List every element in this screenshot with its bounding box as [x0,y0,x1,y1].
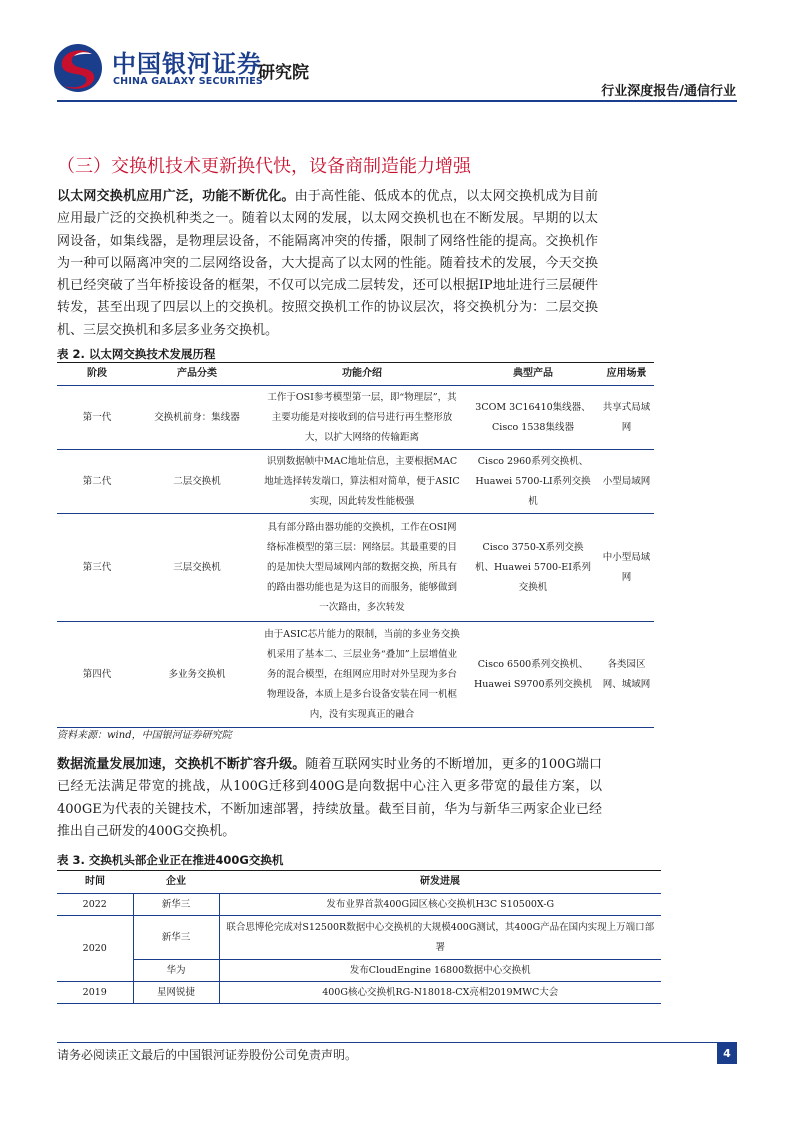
cell-product: Cisco 2960系列交换机、Huawei 5700-LI系列交换机 [475,455,591,507]
switch-400g-table [57,870,661,1004]
brand-name-en: CHINA GALAXY SECURITIES [113,76,263,87]
cell-category: 二层交换机 [173,475,221,487]
col-header-scene: 应用场景 [606,368,647,379]
table1-source: 资料来源：wind，中国银河证券研究院 [57,730,232,741]
cell-function: 工作于OSI参考模型第一层，即“物理层”，其主要功能是对接收到的信号进行再生整形放大，以扩大网络的传输距离 [267,391,457,443]
brand-name-cn: 中国银河证券 [112,50,262,78]
cell-year: 2019 [82,986,107,998]
cell-category: 多业务交换机 [168,668,226,680]
table-row [57,982,661,1004]
paragraph-body: 由于高性能、低成本的优点，以太网交换机成为目前应用最广泛的交换机种类之一。随着以太网的发展，以太网交换机也在不断发展。早期的以太网设备，如集线器，是物理层设备，不能隔离冲突的传播，限制了网络性能的提高。交换机作为一种可以隔离冲突的二层网络设备，大大提高了以太网的性能。随着技术的发展，今天交换机已经突破了当年桥接设备的框架，不仅可以完成二层转发，还可以根据IP地址进行三层硬件转发，甚至出现了四层以上的交换机。按照交换机工作的协议层次，将交换机分为：二层交换机、三层交换机和多层多业务交换机。 [57,189,598,338]
cell-product: 3COM 3C16410集线器、Cisco 1538集线器 [475,401,591,433]
col-header-progress: 研发进展 [420,876,460,887]
cell-company: 星网锐捷 [133,982,219,1004]
cell-product: Cisco 6500系列交换机、Huawei S9700系列交换机 [473,658,593,690]
galaxy-logo-icon [52,42,104,94]
table2-caption: 表 3. 交换机头部企业正在推进400G交换机 [57,853,284,867]
cell-category: 交换机前身：集线器 [154,411,240,423]
table1-caption: 表 2. 以太网交换技术发展历程 [57,347,216,361]
cell-company: 新华三 [133,894,219,916]
cell-year: 2022 [82,898,107,910]
cell-function: 识别数据帧中MAC地址信息，主要根据MAC地址选择转发端口，算法相对简单，便于ASIC实现，因此转发性能极强 [264,455,460,507]
cell-scene: 中小型局域网 [602,551,651,583]
col-header-company: 企业 [166,876,186,887]
cell-stage: 第二代 [82,475,112,487]
ethernet-evolution-table [57,362,654,728]
cell-function: 具有部分路由器功能的交换机，工作在OSI网络标准模型的第三层：网络层。其最重要的目的是加快大型局域网内部的数据交换，所具有的路由器功能也是为这目的而服务，能够做到一次路由，多次转发 [266,521,457,613]
cell-product: Cisco 3750-X系列交换机、Huawei 5700-EI系列交换机 [475,541,591,593]
cell-scene: 各类园区网、城域网 [602,658,651,690]
cell-category: 三层交换机 [173,561,221,573]
report-type: 行业深度报告/通信行业 [601,84,736,99]
col-header-category: 产品分类 [177,368,217,379]
cell-progress: 400G核心交换机RG-N18018-CX亮相2019MWC大会 [219,982,661,1004]
section-title: （三）交换机技术更新换代快，设备商制造能力增强 [57,156,471,177]
table-row [57,386,654,450]
col-header-year: 时间 [85,876,105,887]
table-row [57,960,661,982]
cell-scene: 小型局域网 [602,475,651,487]
cell-company: 新华三 [133,916,219,960]
cell-function: 由于ASIC芯片能力的限制，当前的多业务交换机采用了基本二、三层业务“叠加”上层增值业务的混合模型，在组网应用时对外呈现为多台物理设备，本质上是多台设备安装在同一机框内，没有实现真正的融合 [264,628,460,720]
cell-stage: 第四代 [82,668,112,680]
table-header-row [57,363,654,386]
paragraph-ethernet-switch [57,186,598,342]
cell-progress: 发布CloudEngine 16800数据中心交换机 [219,960,661,982]
paragraph-lead: 数据流量发展加速，交换机不断扩容升级。 [57,757,306,772]
cell-company: 华为 [133,960,219,982]
table-row [57,916,661,960]
col-header-stage: 阶段 [87,368,107,379]
page-number: 4 [717,1042,737,1064]
cell-stage: 第三代 [82,561,112,573]
col-header-product: 典型产品 [513,368,553,379]
cell-stage: 第一代 [82,411,112,423]
col-header-function: 功能介绍 [342,368,382,379]
table-row [57,514,654,622]
footer-disclaimer: 请务必阅读正文最后的中国银河证券股份公司免责声明。 [57,1048,358,1062]
institute-label: 研究院 [258,63,309,83]
cell-scene: 共享式局域网 [602,401,651,433]
paragraph-lead: 以太网交换机应用广泛，功能不断优化。 [57,189,295,204]
paragraph-data-traffic [57,754,602,843]
header-divider [57,100,737,102]
table-row [57,450,654,514]
cell-progress: 发布业界首款400G园区核心交换机H3C S10500X-G [219,894,661,916]
footer-divider [57,1042,737,1043]
table-header-row [57,871,661,894]
cell-year: 2020 [82,942,107,954]
table-row [57,894,661,916]
paragraph-body: 随着互联网实时业务的不断增加，更多的100G端口已经无法满足带宽的挑战，从100G迁移到400G是向数据中心注入更多带宽的最佳方案，以400GE为代表的关键技术，不断加速部署，持续放量。截至目前，华为与新华三两家企业已经推出自己研发的400G交换机。 [57,757,602,839]
cell-progress: 联合思博伦完成对S12500R数据中心交换机的大规模400G测试，其400G产品在国内实现上万端口部署 [219,916,661,960]
table-row [57,622,654,728]
